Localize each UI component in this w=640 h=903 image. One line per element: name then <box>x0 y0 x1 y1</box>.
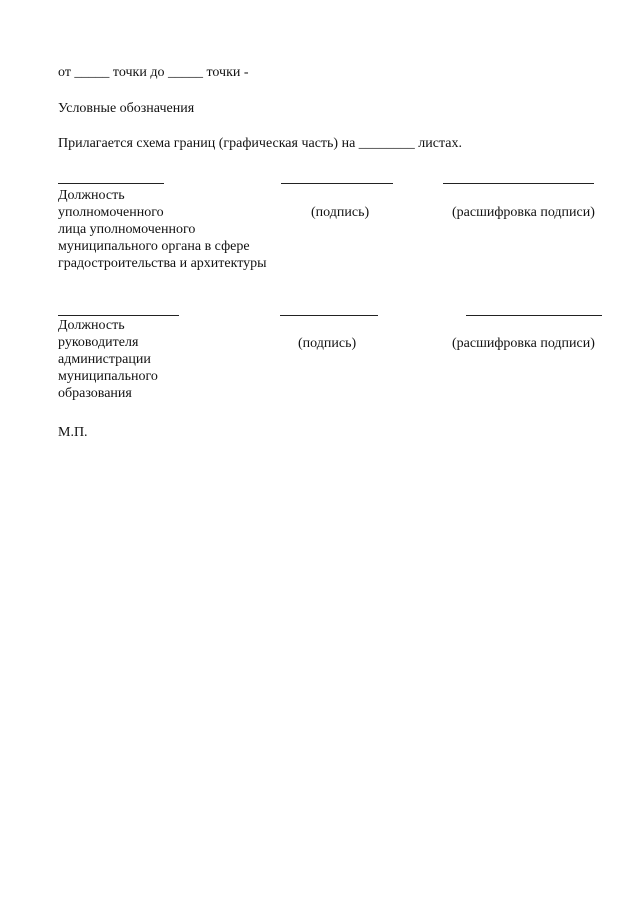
decoding-caption-1: (расшифровка подписи) <box>452 205 595 220</box>
points-range-line: от _____ точки до _____ точки - <box>58 65 249 80</box>
position-line: Должность <box>58 318 125 333</box>
decoding-caption-2: (расшифровка подписи) <box>452 336 595 351</box>
position-blank-line-1 <box>58 183 164 184</box>
decoding-blank-line-2 <box>466 315 602 316</box>
position-title-2 <box>58 317 158 402</box>
position-line: лица уполномоченного <box>58 222 196 237</box>
signature-caption-1: (подпись) <box>311 205 370 220</box>
decoding-blank-line-1 <box>443 183 594 184</box>
position-line: администрации <box>58 352 151 367</box>
position-title-1 <box>58 187 267 272</box>
signature-blank-line-1 <box>281 183 393 184</box>
position-line: муниципального <box>58 369 158 384</box>
attachment-note: Прилагается схема границ (графическая часть) на ________ листах. <box>58 136 462 151</box>
seal-mark: М.П. <box>58 425 88 440</box>
position-line: муниципального органа в сфере <box>58 239 250 254</box>
signature-caption-2: (подпись) <box>298 336 357 351</box>
position-line: уполномоченного <box>58 205 164 220</box>
position-blank-line-2 <box>58 315 179 316</box>
position-line: Должность <box>58 188 125 203</box>
position-line: руководителя <box>58 335 139 350</box>
signature-blank-line-2 <box>280 315 378 316</box>
position-line: градостроительства и архитектуры <box>58 256 267 271</box>
position-line: образования <box>58 386 132 401</box>
legend-heading: Условные обозначения <box>58 101 195 116</box>
